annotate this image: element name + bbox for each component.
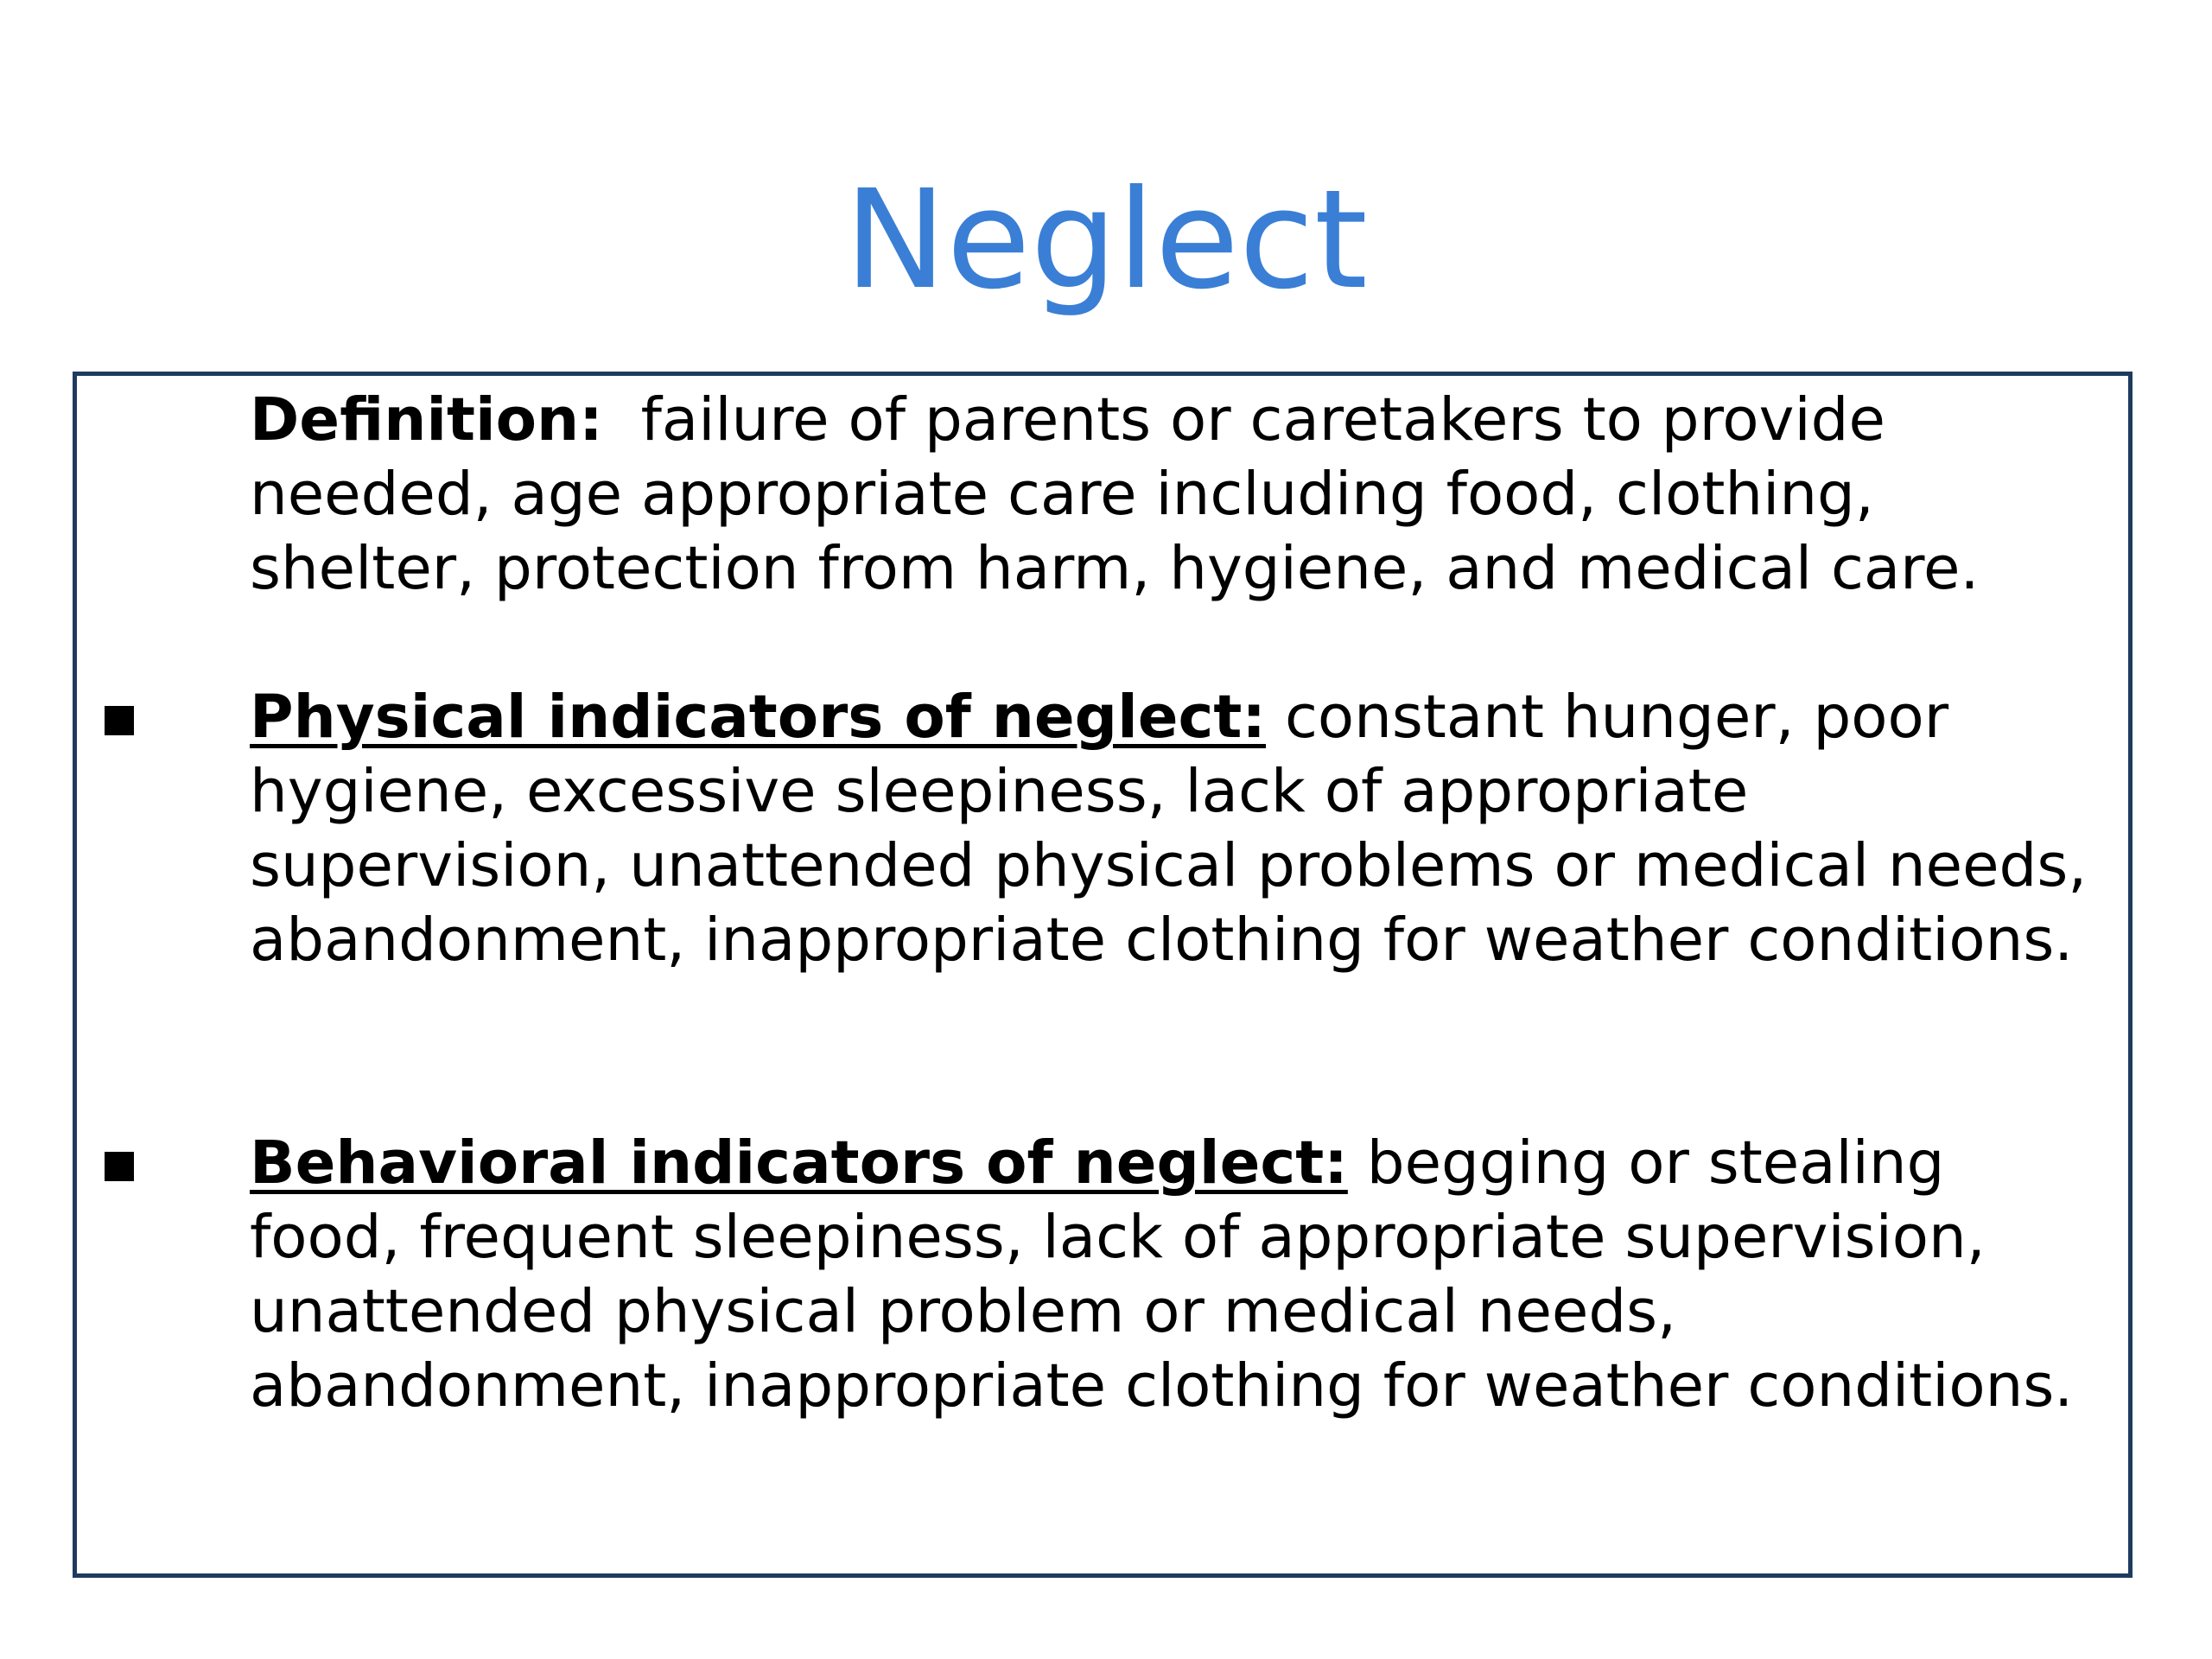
- physical-indicators-label: Physical indicators of neglect:: [250, 683, 1266, 752]
- slide-title: Neglect: [844, 161, 1368, 320]
- physical-indicators-text: constant hunger, poor hygiene, excessive sleepiness, lack of appropriate supervision, unattended physical problems or medical needs, abandonment, inappropriate clothing for weather conditions.: [250, 683, 2088, 975]
- square-bullet-icon: [105, 706, 134, 735]
- definition-paragraph: [250, 383, 2099, 606]
- behavioral-indicators-label: Behavioral indicators of neglect:: [250, 1128, 1348, 1198]
- definition-label: Definition:: [250, 385, 603, 454]
- physical-indicators-paragraph: [250, 680, 2099, 977]
- definition-text: failure of parents or caretakers to provide needed, age appropriate care including food, clothing, shelter, protection from harm, hygiene, and medical care.: [250, 385, 1980, 603]
- behavioral-indicators-text: begging or stealing food, frequent sleepiness, lack of appropriate supervision, unattended physical problem or medical needs, abandonment, inappropriate clothing for weather conditions.: [250, 1128, 2074, 1421]
- square-bullet-icon: [105, 1152, 134, 1181]
- behavioral-indicators-paragraph: [250, 1126, 2099, 1423]
- content-box: [73, 372, 2133, 1578]
